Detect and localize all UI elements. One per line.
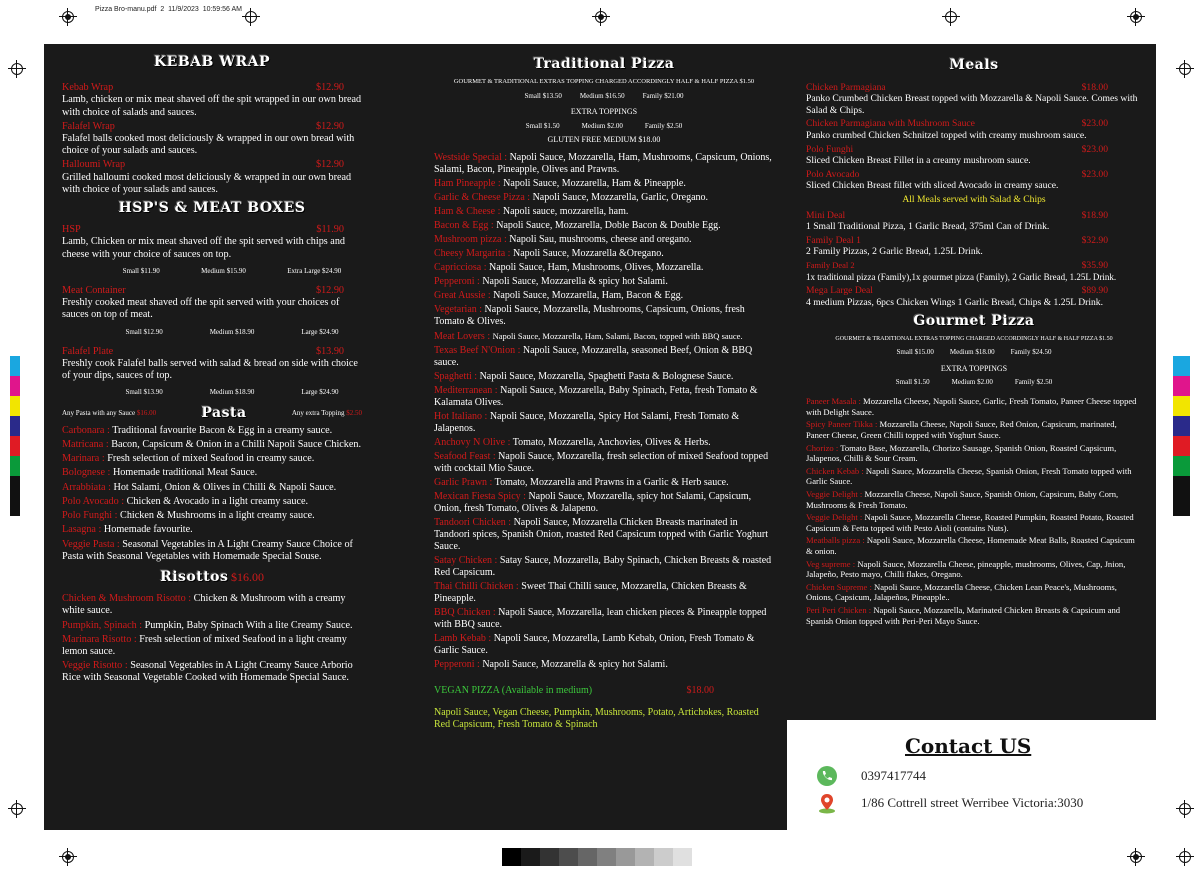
- menu-item: [806, 144, 1142, 167]
- menu-item: [62, 82, 362, 119]
- item-price: $11.90: [316, 224, 344, 236]
- list-item: [434, 290, 774, 302]
- item-desc: Napoli Sauce, Mozzarella, seasoned Beef, Onion & BBQ sauce.: [434, 345, 753, 368]
- extra-toppings-title: EXTRA TOPPINGS: [940, 364, 1008, 374]
- pasta-any-label: Any Pasta with any Sauce: [62, 408, 136, 417]
- size-price: Family $2.50: [1014, 377, 1053, 386]
- list-item: [434, 411, 774, 435]
- item-name: Falafel Wrap: [62, 120, 115, 132]
- size-price: Small $1.50: [895, 377, 930, 386]
- deal-item: [806, 285, 1142, 308]
- size-price: Medium $18.00: [949, 348, 995, 357]
- item-name: Bolognese :: [62, 467, 111, 479]
- list-item: [62, 510, 362, 522]
- item-desc: Traditional favourite Bacon & Egg in a creamy sauce.: [112, 424, 333, 436]
- item-name: Polo Funghi :: [62, 510, 118, 522]
- contact-phone-row: [817, 766, 926, 786]
- registration-mark-icon: [1176, 848, 1194, 866]
- registration-mark-icon: [8, 60, 26, 78]
- item-desc: Homemade favourite.: [103, 524, 193, 536]
- registration-mark-icon: [59, 8, 77, 26]
- item-desc: 1x traditional pizza (Family),1x gourmet pizza (Family), 2 Garlic Bread, 1.25L Drink.: [806, 271, 1117, 282]
- list-item: [434, 607, 774, 631]
- item-name: Tandoori Chicken :: [434, 517, 512, 528]
- item-desc: Napoli Sauce, Mozzarella, Spicy Hot Salami, Fresh Tomato & Jalapenos.: [434, 411, 740, 434]
- item-name: HSP: [62, 224, 81, 236]
- list-item: [434, 385, 774, 409]
- item-desc: Napoli Sauce, Mozzarella, fresh selection of mixed Seafood topped with cocktail Mio Sauce.: [434, 451, 769, 474]
- item-price: $12.90: [315, 120, 344, 132]
- registration-mark-icon: [1127, 8, 1145, 26]
- contact-phone[interactable]: 0397417744: [861, 768, 926, 783]
- item-desc: Satay Sauce, Mozzarella, Baby Spinach, Chicken Breasts & roasted Red Capsicum.: [434, 555, 772, 578]
- item-desc: Hot Salami, Onion & Olives in Chilli & Napoli Sauce.: [113, 481, 337, 493]
- item-desc: Lamb, Chicken or mix meat shaved off the spit served with chips and cheese with your choice of sauces on top.: [62, 236, 346, 260]
- item-desc: Napoli Sauce, Mozzarella, spicy hot Salami, Capsicum, Onion, fresh Tomato, Olives & Jalapeno.: [434, 491, 752, 514]
- size-price: Small $13.90: [125, 388, 163, 397]
- item-name: Spicy Paneer Tikka :: [806, 419, 878, 430]
- list-item: [434, 262, 774, 274]
- size-prices: [102, 386, 362, 398]
- item-desc: Fresh selection of mixed Seafood in a light creamy lemon sauce.: [62, 633, 347, 657]
- vegan-title: VEGAN PIZZA (Available in medium): [434, 685, 593, 696]
- item-desc: 1 Small Traditional Pizza, 1 Garlic Bread, 375ml Can of Drink.: [806, 221, 1050, 233]
- item-name: Bacon & Egg :: [434, 220, 494, 231]
- list-item: [434, 371, 774, 383]
- item-name: Garlic & Cheese Pizza :: [434, 192, 531, 203]
- item-desc: Napoli Sauce, Mozzarella & spicy hot Salami.: [482, 276, 668, 287]
- item-name: Ham Pineapple :: [434, 178, 501, 189]
- list-item: [434, 437, 774, 449]
- item-desc: Napoli Sauce, Mozzarella, Marinated Chicken Breasts & Capsicum and Spanish Onion topped with Peri-Peri Mayo Sauce.: [806, 604, 1121, 626]
- item-name: Meat Lovers :: [434, 331, 491, 342]
- item-desc: Sweet Thai Chilli sauce, Mozzarella, Chicken Breasts & Pineapple.: [434, 581, 747, 604]
- item-desc: Napoli Sauce, Mozzarella, Doble Bacon & Double Egg.: [496, 220, 721, 231]
- pasta-header: [62, 404, 362, 421]
- item-desc: Napoli Sauce, Mozzarella, Ham & Pineapple.: [503, 178, 686, 189]
- size-price: Family $2.50: [644, 122, 683, 130]
- list-item: [434, 276, 774, 288]
- risottos-title: Risottos: [160, 568, 229, 585]
- item-desc: Napoli sauce, mozzarella, ham.: [502, 206, 629, 217]
- item-name: Chicken Parmagiana: [806, 81, 886, 93]
- item-desc: Tomato, Mozzarella, Anchovies, Olives & Herbs.: [512, 437, 711, 448]
- item-name: Chicken Parmagiana with Mushroom Sauce: [806, 118, 975, 130]
- item-name: Thai Chilli Chicken :: [434, 581, 519, 592]
- pasta-title: Pasta: [201, 404, 247, 421]
- item-desc: Napoli Sauce, Mozzarella Cheese, Chicken Lean Peace's, Mushrooms, Onions, Capsicum, Jalapeños, Pineapple..: [806, 581, 1117, 603]
- pasta-extra-price: $2.50: [346, 408, 362, 417]
- size-price: Small $12.90: [125, 327, 163, 336]
- extra-toppings-title: EXTRA TOPPINGS: [570, 107, 638, 116]
- hsp-title: HSP'S & MEAT BOXES: [118, 200, 306, 217]
- list-item: [434, 555, 774, 579]
- traditional-title: Traditional Pizza: [533, 56, 675, 72]
- pdf-header: [95, 6, 242, 13]
- list-item: [434, 345, 774, 369]
- item-name: Pumpkin, Spinach :: [62, 619, 143, 631]
- item-name: Family Deal 1: [806, 234, 861, 246]
- location-pin-icon: [817, 792, 837, 814]
- item-desc: 4 medium Pizzas, 6pcs Chicken Wings 1 Garlic Bread, Chips & 1.25L Drink.: [806, 296, 1103, 308]
- item-name: Mushroom pizza :: [434, 234, 507, 245]
- item-desc: Napoli Sauce, Mozzarella Cheese, pineapple, mushrooms, Olives, Cap, Jnion, Jalapeño, Pesto mayo, Chilli flakes, Oregano.: [806, 558, 1126, 580]
- size-price: Small $15.00: [896, 348, 934, 357]
- item-price: $23.00: [1081, 143, 1108, 155]
- list-item: [806, 443, 1142, 464]
- item-name: Chicken & Mushroom Risotto :: [62, 593, 192, 605]
- item-desc: Napoli Sauce, Mozzarella, Ham, Bacon & Egg.: [493, 290, 684, 301]
- meals-title: Meals: [949, 57, 999, 73]
- list-item: [434, 517, 774, 553]
- pasta-list: [62, 425, 362, 563]
- size-price: Medium $2.00: [951, 377, 993, 386]
- list-item: [62, 496, 362, 508]
- item-price: $13.90: [315, 345, 344, 357]
- list-item: [62, 593, 362, 617]
- size-price: Extra Large $24.90: [287, 266, 342, 275]
- list-item: [434, 248, 774, 260]
- item-name: BBQ Chicken :: [434, 607, 496, 618]
- vegan-header: [434, 685, 714, 697]
- registration-mark-icon: [8, 800, 26, 818]
- item-desc: Freshly cooked meat shaved off the spit served with your choices of sauces on top of meat.: [62, 297, 340, 321]
- item-name: Arrabbiata :: [62, 481, 111, 493]
- item-name: Chorizo :: [806, 442, 839, 453]
- pdf-page: 2: [160, 6, 165, 13]
- phone-icon: [817, 766, 837, 786]
- list-item: [806, 582, 1142, 603]
- list-item: [806, 559, 1142, 580]
- item-name: Satay Chicken :: [434, 555, 498, 566]
- list-item: [62, 524, 362, 536]
- item-desc: Lamb, chicken or mix meat shaved off the spit wrapped in our own bread with choice of salads and sauces.: [62, 94, 362, 118]
- item-desc: Napoli Sauce, Mozzarella, Lamb Kebab, Onion, Fresh Tomato & Garlic Sauce.: [434, 633, 755, 656]
- item-name: Mega Large Deal: [806, 285, 873, 297]
- item-price: $18.00: [1081, 81, 1108, 93]
- item-name: Meat Container: [62, 285, 126, 297]
- contact-title: Contact US: [905, 734, 1032, 758]
- list-item: [62, 453, 362, 465]
- size-price: Large $24.90: [301, 327, 339, 336]
- list-item: [62, 425, 362, 437]
- vegan-price: $18.00: [686, 685, 714, 696]
- item-desc: Chicken & Avocado in a light creamy sauce.: [126, 495, 309, 507]
- item-desc: Tomato Base, Mozzarella, Chorizo Sausage, Spanish Onion, Roasted Capsicum, Jalapenos, Chilli & Sour Cream.: [806, 442, 1117, 464]
- item-name: Marinara :: [62, 453, 105, 465]
- deal-item: [806, 210, 1142, 233]
- vegan-desc: Napoli Sauce, Vegan Cheese, Pumpkin, Mushrooms, Potato, Artichokes, Roasted Red Capsicum, Fresh Tomato & Spinach: [434, 707, 759, 730]
- contact-address: 1/86 Cottrell street Werribee Victoria:3030: [861, 795, 1084, 810]
- kebab-title: KEBAB WRAP: [154, 54, 270, 70]
- item-name: Veggie Pasta :: [62, 538, 120, 550]
- menu-item: [806, 118, 1142, 141]
- item-desc: Chicken & Mushroom with a creamy white sauce.: [62, 593, 346, 617]
- item-name: Polo Avocado :: [62, 495, 125, 507]
- size-price: Family $24.50: [1010, 348, 1052, 357]
- size-price: Small $11.90: [122, 266, 160, 275]
- size-price: Small $1.50: [525, 122, 560, 130]
- pasta-any-price: $16.00: [136, 408, 157, 417]
- item-desc: Napoli Sauce, Mozzarella, Baby Spinach, Fetta, fresh Tomato & Kalamata Olives.: [434, 385, 758, 408]
- item-name: Carbonara :: [62, 424, 110, 436]
- item-desc: Bacon, Capsicum & Onion in a Chilli Napoli Sauce Chicken.: [111, 439, 362, 451]
- item-name: Halloumi Wrap: [62, 159, 126, 171]
- item-name: Pepperoni :: [434, 276, 480, 287]
- item-name: Falafel Plate: [62, 345, 114, 357]
- gourmet-title: Gourmet Pizza: [913, 313, 1035, 330]
- item-desc: Sliced Chicken Breast fillet with sliced Avocado in creamy sauce.: [806, 180, 1059, 192]
- list-item: [434, 152, 774, 176]
- item-name: Texas Beef N'Onion :: [434, 345, 521, 356]
- size-price: Medium $2.00: [581, 122, 623, 130]
- list-item: [806, 605, 1142, 626]
- item-name: Garlic Prawn :: [434, 477, 493, 488]
- item-desc: Napoli Sauce, Mozzarella, lean chicken pieces & Pineapple topped with BBQ sauce.: [434, 607, 767, 630]
- item-desc: Napoli Sauce, Mozzarella Chicken Breasts marinated in Tandoori spices, Spanish Onion, roasted Red Capsicum topped with Garlic Yoghurt Sauce.: [434, 517, 768, 552]
- right-column: [806, 57, 1142, 628]
- item-desc: Freshly cook Falafel balls served with salad & bread on side with choice of your dips, sauces of top.: [62, 358, 358, 382]
- pdf-filename: Pizza Bro-manu.pdf: [95, 6, 157, 13]
- item-desc: Pumpkin, Baby Spinach With a lite Creamy Sauce.: [144, 619, 353, 631]
- menu-item: [806, 82, 1142, 117]
- list-item: [434, 581, 774, 605]
- item-desc: Grilled halloumi cooked most deliciously & wrapped in our own bread with choice of your salads and sauces.: [62, 171, 352, 195]
- list-item: [434, 477, 774, 489]
- item-desc: Napoli Sauce, Mozzarella Cheese, Roasted Pumpkin, Roasted Potato, Roasted Capsicum & Fetta topped with Pesto Aioli (contains Nuts).: [806, 512, 1134, 533]
- list-item: [806, 535, 1142, 556]
- item-name: Family Deal 2: [806, 259, 855, 270]
- item-name: Mexican Fiesta Spicy :: [434, 491, 526, 502]
- item-name: Marinara Risotto :: [62, 633, 137, 645]
- item-name: Mini Deal: [806, 209, 846, 221]
- list-item: [434, 192, 774, 204]
- list-item: [62, 467, 362, 479]
- item-desc: Mozzarella Cheese, Napoli Sauce, Spanish Onion, Capsicum, Baby Corn, Mushrooms & Fresh Tomato.: [806, 489, 1119, 510]
- item-desc: Napoli Sauce, Mozzarella, Ham, Mushrooms, Capsicum, Onions, Salami, Bacon, Pineapple, Olives and Prawns.: [434, 152, 772, 175]
- menu-item: [62, 346, 362, 399]
- item-name: Veggie Risotto :: [62, 660, 128, 672]
- item-desc: Napoli Sauce, Ham, Mushrooms, Olives, Mozzarella.: [488, 262, 704, 273]
- item-name: Lasagna :: [62, 524, 102, 536]
- size-prices: [102, 326, 362, 338]
- traditional-note: GOURMET & TRADITIONAL EXTRAS TOPPING CHARGED ACCORDINGLY HALF & HALF PIZZA $1.50: [453, 78, 755, 85]
- item-price: $89.90: [1081, 285, 1108, 297]
- list-item: [434, 659, 774, 671]
- list-item: [434, 451, 774, 475]
- item-name: Meatballs pizza :: [806, 535, 865, 546]
- list-item: [434, 206, 774, 218]
- list-item: [62, 620, 362, 632]
- item-desc: Chicken & Mushrooms in a light creamy sauce.: [120, 510, 315, 522]
- item-name: Vegetarian :: [434, 304, 483, 315]
- size-prices: [102, 265, 362, 277]
- risottos-price: $16.00: [230, 569, 264, 584]
- menu-item: [62, 121, 362, 158]
- item-desc: Tomato, Mozzarella and Prawns in a Garlic & Herb sauce.: [494, 477, 729, 488]
- item-price: $35.90: [1081, 259, 1108, 271]
- list-item: [806, 396, 1142, 417]
- menu-item: [62, 224, 362, 277]
- pdf-date: 11/9/2023: [168, 6, 199, 13]
- item-name: Westside Special :: [434, 152, 508, 163]
- registration-mark-icon: [592, 8, 610, 26]
- pasta-extra-label: Any extra Topping: [291, 408, 345, 417]
- registration-mark-icon: [942, 8, 960, 26]
- list-item: [434, 304, 774, 328]
- left-column: [62, 56, 362, 687]
- item-name: Polo Funghi: [806, 143, 854, 155]
- list-item: [806, 512, 1142, 533]
- registration-mark-icon: [59, 848, 77, 866]
- deal-item: [806, 235, 1142, 258]
- list-item: [806, 466, 1142, 487]
- extra-toppings-prices: [806, 377, 1142, 389]
- list-item: [62, 634, 362, 658]
- pdf-time: 10:59:56 AM: [202, 6, 242, 13]
- item-name: Anchovy N Olive :: [434, 437, 511, 448]
- list-item: [434, 220, 774, 232]
- size-prices: [434, 90, 774, 102]
- item-price: $12.90: [315, 159, 344, 171]
- size-price: Medium $16.50: [579, 92, 625, 100]
- item-desc: Napoli Sauce, Mozzarella &Oregano.: [512, 248, 664, 259]
- item-name: Pepperoni :: [434, 659, 480, 670]
- item-name: Matricana :: [62, 439, 109, 451]
- item-name: Chicken Kebab :: [806, 465, 864, 476]
- menu-item: [62, 159, 362, 196]
- list-item: [62, 482, 362, 494]
- item-desc: Homemade traditional Meat Sauce.: [112, 467, 258, 479]
- list-item: [434, 234, 774, 246]
- item-desc: Napoli Sauce, Mozzarella, Ham, Salami, Bacon, topped with BBQ sauce.: [492, 331, 743, 341]
- list-item: [806, 419, 1142, 440]
- gourmet-list: [806, 396, 1142, 626]
- extra-toppings-prices: [434, 120, 774, 132]
- item-price: $32.90: [1081, 234, 1108, 246]
- item-desc: Panko Crumbed Chicken Breast topped with Mozzarella & Napoli Sauce. Comes with Salad & Chips.: [806, 93, 1138, 116]
- item-name: Hot Italiano :: [434, 411, 488, 422]
- list-item: [62, 539, 362, 563]
- size-price: Family $21.00: [642, 92, 684, 100]
- item-desc: Napoli Sauce, Mozzarella, Garlic, Oregano.: [532, 192, 709, 203]
- menu-item: [806, 169, 1142, 192]
- item-desc: Panko crumbed Chicken Schnitzel topped with creamy mushroom sauce.: [806, 129, 1087, 141]
- menu-item: [62, 285, 362, 338]
- registration-mark-icon: [242, 8, 260, 26]
- item-desc: Seasonal Vegetables in A Light Creamy Sauce Arborio Rice with Seasonal Vegetable Cooked with Homemade Special Sauce.: [62, 660, 353, 684]
- registration-mark-icon: [1176, 60, 1194, 78]
- item-price: $18.90: [1081, 209, 1108, 221]
- item-name: Great Aussie :: [434, 290, 491, 301]
- item-name: Capricciosa :: [434, 262, 487, 273]
- item-desc: Napoli Sauce, Mozzarella Cheese, Spanish Onion, Fresh Tomato topped with Garlic Sauce.: [806, 465, 1132, 487]
- list-item: [434, 330, 774, 343]
- item-name: Chicken Supreme :: [806, 581, 872, 592]
- item-name: Veggie Delight :: [806, 489, 863, 499]
- size-price: Medium $18.90: [209, 327, 255, 336]
- deal-item: [806, 260, 1142, 283]
- item-price: $23.00: [1081, 168, 1108, 180]
- list-item: [62, 660, 362, 684]
- size-price: Large $24.90: [301, 388, 339, 397]
- item-desc: Napoli Sauce, Mozzarella, Spaghetti Pasta & Bolognese Sauce.: [479, 371, 734, 382]
- list-item: [434, 178, 774, 190]
- item-name: Veggie Delight :: [806, 512, 863, 523]
- item-name: Veg supreme :: [806, 558, 856, 569]
- item-name: Kebab Wrap: [62, 82, 114, 94]
- item-name: Mediterranean :: [434, 385, 498, 396]
- size-prices: [806, 347, 1142, 359]
- gluten-free: GLUTEN FREE MEDIUM $18.00: [547, 135, 661, 144]
- list-item: [806, 489, 1142, 510]
- meals-note: All Meals served with Salad & Chips: [902, 193, 1046, 205]
- registration-mark-icon: [1176, 800, 1194, 818]
- size-price: Medium $18.90: [209, 388, 255, 397]
- item-name: Polo Avocado: [806, 168, 860, 180]
- item-desc: Mozzarella Cheese, Napoli Sauce, Garlic, Fresh Tomato, Paneer Cheese topped with Delight Sauce.: [806, 396, 1137, 417]
- item-desc: Fresh selection of mixed Seafood in creamy sauce.: [107, 453, 315, 465]
- list-item: [62, 439, 362, 451]
- item-price: $12.90: [315, 82, 344, 94]
- gourmet-note: GOURMET & TRADITIONAL EXTRAS TOPPING CHARGED ACCORDINGLY HALF & HALF PIZZA $1.50: [835, 335, 1113, 342]
- risottos-list: [62, 593, 362, 684]
- item-price: $12.90: [315, 285, 344, 297]
- item-desc: Napoli Sauce, Mozzarella, Mushrooms, Capsicum, Onions, fresh Tomato & Olives.: [434, 304, 745, 327]
- item-name: Seafood Feast :: [434, 451, 496, 462]
- item-desc: Napoli Sauce, Mozzarella & spicy hot Salami.: [482, 659, 668, 670]
- registration-mark-icon: [1127, 848, 1145, 866]
- item-name: Spaghetti :: [434, 371, 478, 382]
- contact-box: [787, 720, 1156, 830]
- item-desc: Seasonal Vegetables in A Light Creamy Sauce Choice of Pasta with Seasonal Vegetables with Homemade Special Souse.: [62, 538, 353, 562]
- item-desc: Mozzarella Cheese, Napoli Sauce, Red Onion, Capsicum, marinated, Paneer Cheese, Green Chilli topped with Yoghurt Sauce.: [806, 419, 1117, 441]
- item-name: Paneer Masala :: [806, 396, 861, 407]
- middle-column: [434, 58, 774, 731]
- risottos-header: [62, 568, 362, 585]
- traditional-list: [434, 152, 774, 671]
- size-price: Small $13.50: [524, 92, 562, 100]
- size-price: Medium $15.90: [201, 266, 246, 275]
- item-desc: Falafel balls cooked most deliciously & wrapped in our own bread with choice of your salads and sauces.: [62, 133, 355, 157]
- item-name: Ham & Cheese :: [434, 206, 501, 217]
- item-name: Lamb Kebab :: [434, 633, 492, 644]
- contact-address-row: [817, 792, 1083, 814]
- item-name: Peri Peri Chicken :: [806, 604, 872, 615]
- item-desc: Napoli Sau, mushrooms, cheese and oregano.: [509, 234, 692, 245]
- item-desc: Sliced Chicken Breast Fillet in a creamy mushroom sauce.: [806, 155, 1031, 167]
- item-price: $23.00: [1081, 118, 1108, 130]
- list-item: [434, 491, 774, 515]
- item-name: Cheesy Margarita :: [434, 248, 511, 259]
- list-item: [434, 633, 774, 657]
- item-desc: Napoli Sauce, Mozzarella Cheese, Homemade Meat Balls, Roasted Capsicum & onion.: [806, 535, 1135, 556]
- item-desc: 2 Family Pizzas, 2 Garlic Bread, 1.25L Drink.: [806, 246, 983, 258]
